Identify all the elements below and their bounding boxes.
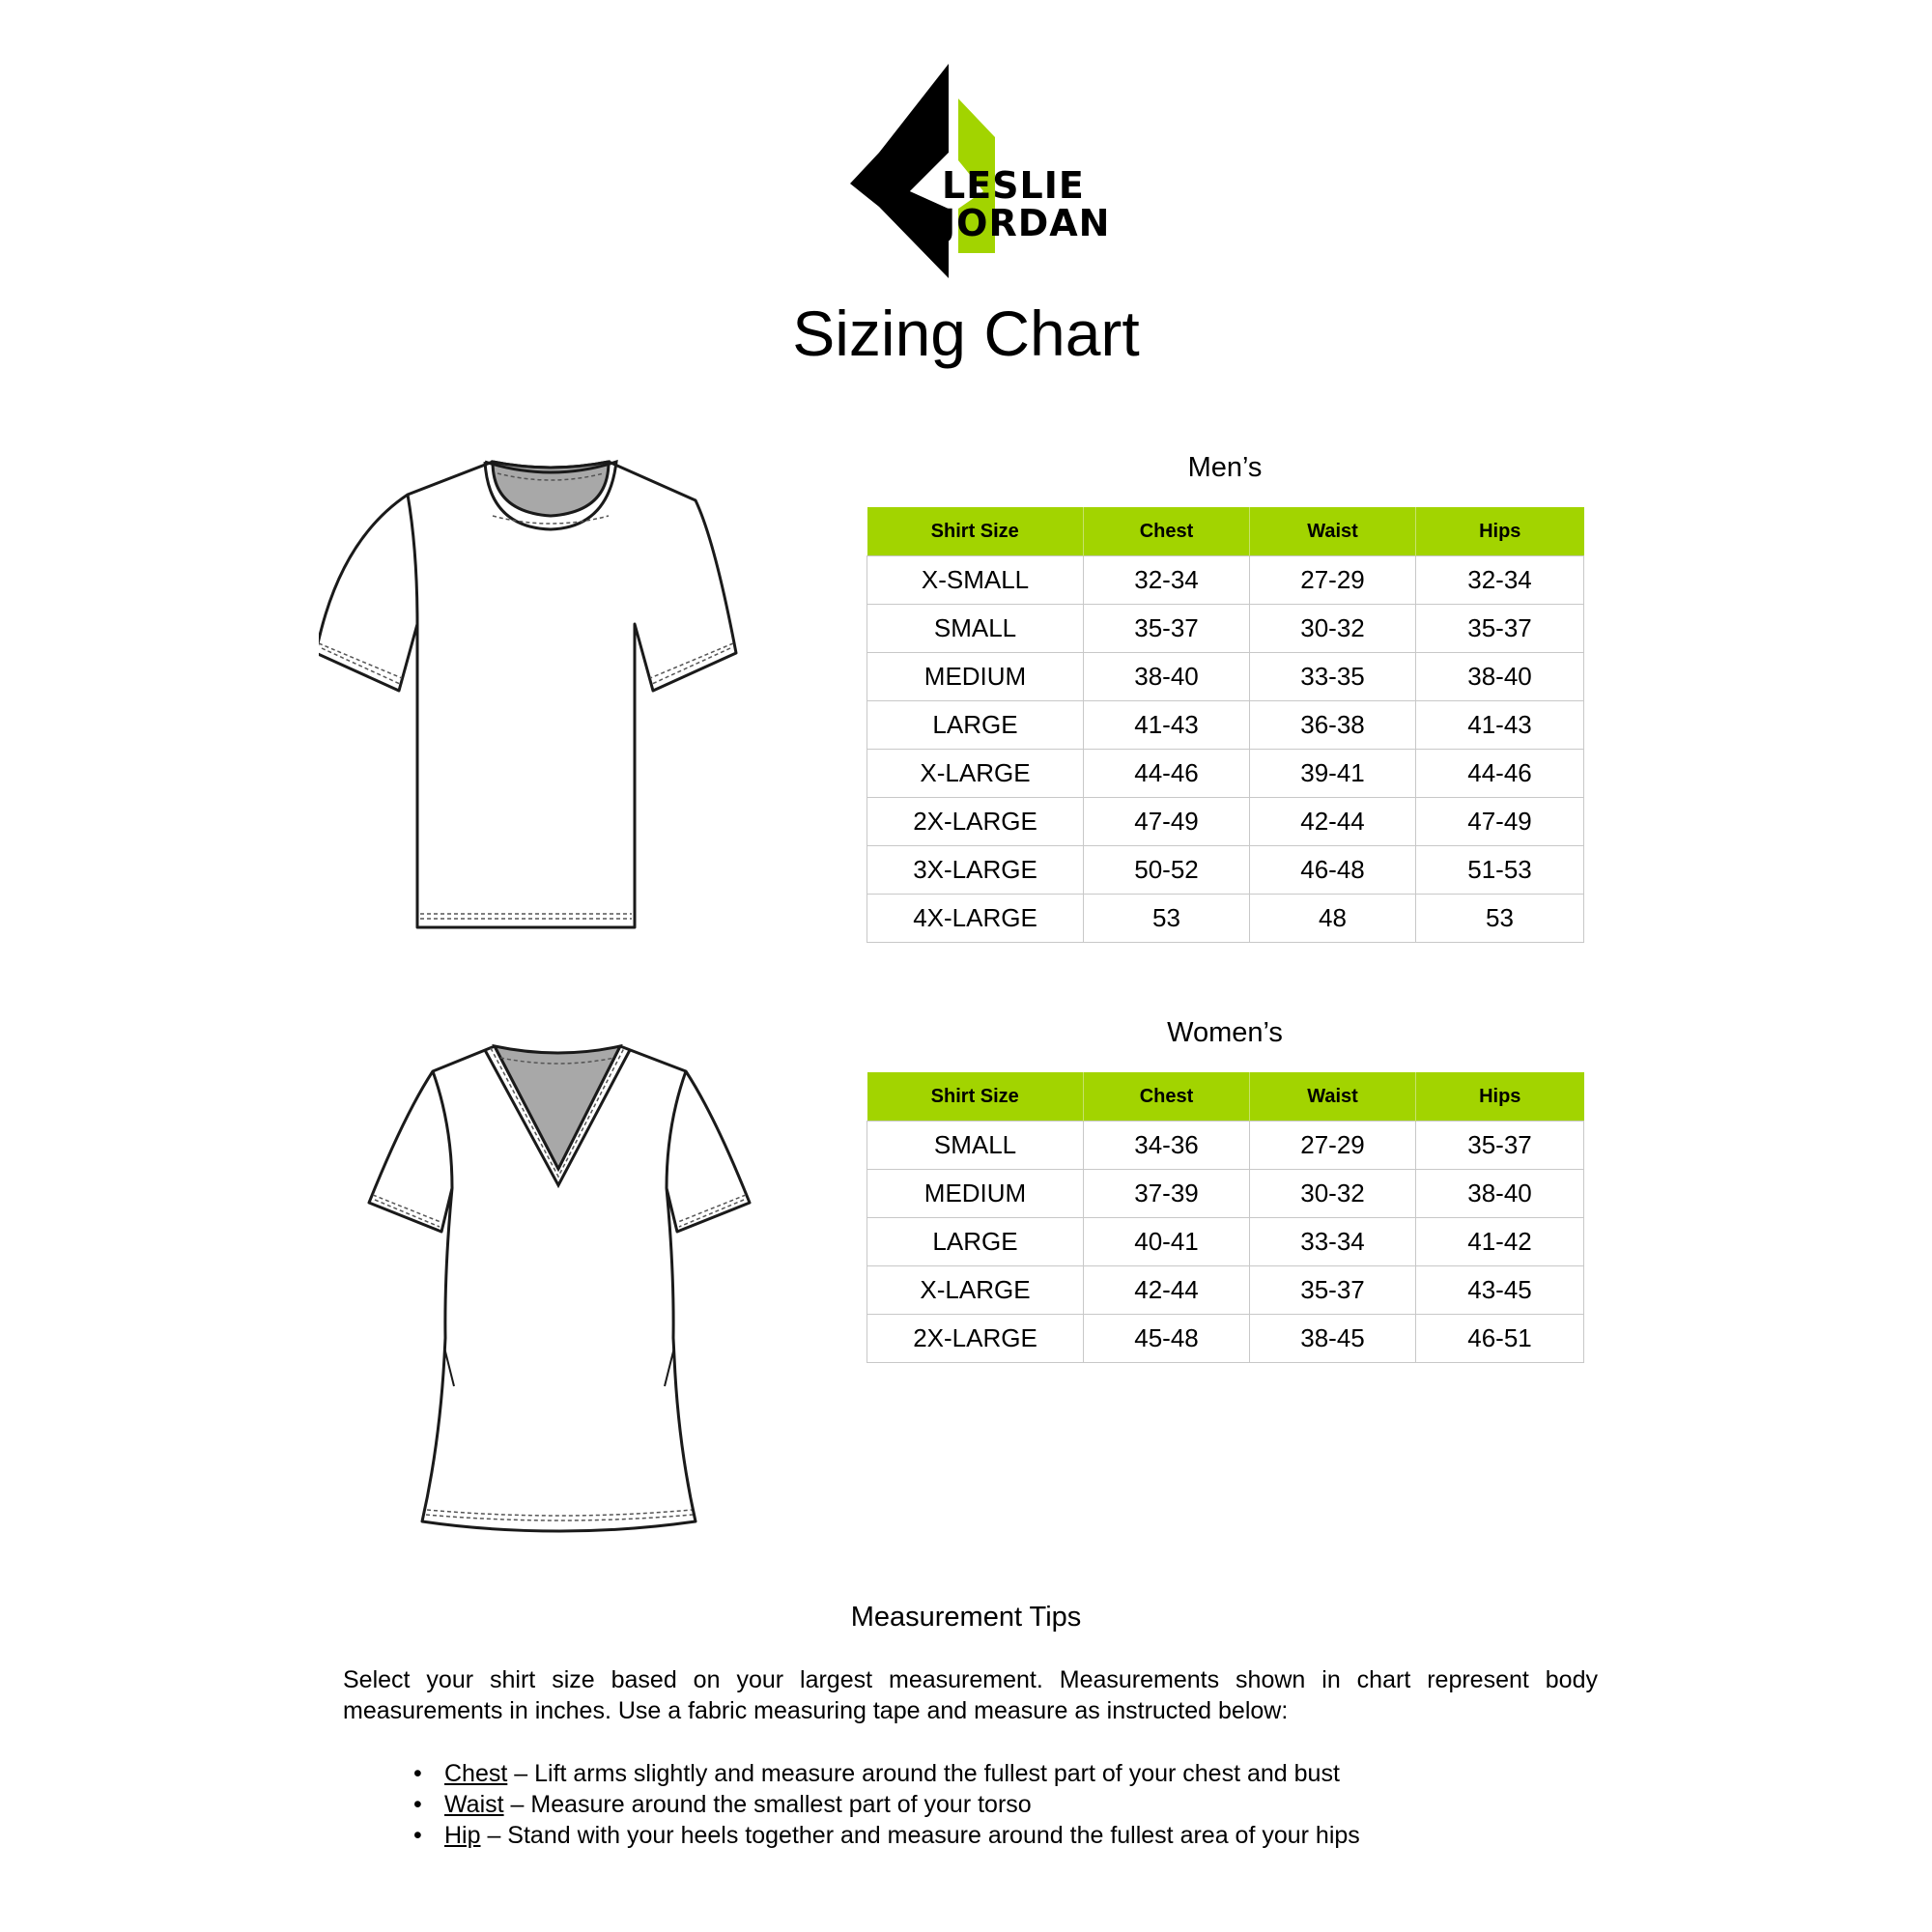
mens-heading: Men’s [1187,452,1263,483]
v-neck-tshirt-icon [367,1038,753,1541]
table-row [867,1218,1584,1266]
cell-hips: 32-34 [1416,556,1584,605]
cell-hips: 43-45 [1416,1266,1584,1315]
table-row [867,605,1584,653]
cell-hips: 35-37 [1416,1122,1584,1170]
cell-waist: 33-34 [1250,1218,1416,1266]
cell-hips: 35-37 [1416,605,1584,653]
cell-chest: 35-37 [1084,605,1250,653]
logo-line-2: JORDAN [942,202,1111,244]
cell-hips: 41-42 [1416,1218,1584,1266]
table-row [867,701,1584,750]
cell-chest: 38-40 [1084,653,1250,701]
cell-waist: 33-35 [1250,653,1416,701]
cell-waist: 35-37 [1250,1266,1416,1315]
cell-size: 2X-LARGE [867,798,1084,846]
bullet-icon: • [413,1760,422,1787]
cell-hips: 44-46 [1416,750,1584,798]
cell-waist: 30-32 [1250,1170,1416,1218]
cell-size: LARGE [867,701,1084,750]
table-row [867,1122,1584,1170]
cell-waist: 39-41 [1250,750,1416,798]
table-row [867,846,1584,895]
cell-chest: 47-49 [1084,798,1250,846]
table-row [867,798,1584,846]
cell-size: SMALL [867,1122,1084,1170]
header-hips: Hips [1416,1072,1584,1122]
cell-hips: 41-43 [1416,701,1584,750]
cell-chest: 50-52 [1084,846,1250,895]
table-row [867,653,1584,701]
cell-waist: 42-44 [1250,798,1416,846]
header-shirt-size: Shirt Size [867,1072,1084,1122]
womens-size-table [867,1072,1584,1363]
cell-chest: 45-48 [1084,1315,1250,1363]
cell-waist: 36-38 [1250,701,1416,750]
header-hips: Hips [1416,507,1584,556]
table-row [867,895,1584,943]
table-header-row [867,1072,1584,1122]
table-row [867,750,1584,798]
header-waist: Waist [1250,507,1416,556]
womens-heading: Women’s [1167,1017,1283,1048]
cell-hips: 47-49 [1416,798,1584,846]
tip-text: – Lift arms slightly and measure around the fullest part of your chest and bust [507,1760,1340,1787]
header-shirt-size: Shirt Size [867,507,1084,556]
tip-text: – Measure around the smallest part of your torso [503,1791,1032,1818]
tips-intro: Select your shirt size based on your largest measurement. Measurements shown in chart represent body measurements in inches. Use a fabric measuring tape and measure as instructed below: [343,1666,1598,1724]
cell-size: SMALL [867,605,1084,653]
cell-chest: 34-36 [1084,1122,1250,1170]
list-item [406,1758,1360,1789]
table-header-row [867,507,1584,556]
cell-waist: 46-48 [1250,846,1416,895]
cell-hips: 46-51 [1416,1315,1584,1363]
cell-waist: 27-29 [1250,556,1416,605]
cell-waist: 30-32 [1250,605,1416,653]
cell-size: 2X-LARGE [867,1315,1084,1363]
header-chest: Chest [1084,507,1250,556]
logo-line-1: LESLIE [942,164,1085,207]
table-row [867,1315,1584,1363]
cell-size: MEDIUM [867,653,1084,701]
table-row [867,556,1584,605]
cell-size: 3X-LARGE [867,846,1084,895]
header-chest: Chest [1084,1072,1250,1122]
cell-waist: 27-29 [1250,1122,1416,1170]
cell-chest: 53 [1084,895,1250,943]
cell-size: X-LARGE [867,750,1084,798]
tips-list [406,1758,1360,1851]
cell-waist: 38-45 [1250,1315,1416,1363]
cell-waist: 48 [1250,895,1416,943]
tip-term: Chest [444,1760,508,1787]
cell-chest: 44-46 [1084,750,1250,798]
tip-text: – Stand with your heels together and measure around the fullest area of your hips [480,1822,1360,1849]
tip-term: Waist [444,1791,504,1818]
cell-chest: 32-34 [1084,556,1250,605]
header-waist: Waist [1250,1072,1416,1122]
mens-size-table [867,507,1584,943]
cell-chest: 42-44 [1084,1266,1250,1315]
cell-size: X-LARGE [867,1266,1084,1315]
cell-hips: 38-40 [1416,653,1584,701]
cell-hips: 53 [1416,895,1584,943]
table-row [867,1170,1584,1218]
cell-chest: 37-39 [1084,1170,1250,1218]
cell-hips: 38-40 [1416,1170,1584,1218]
page-title: Sizing Chart [792,298,1140,369]
cell-size: X-SMALL [867,556,1084,605]
cell-size: 4X-LARGE [867,895,1084,943]
cell-size: MEDIUM [867,1170,1084,1218]
bullet-icon: • [413,1822,422,1849]
crew-neck-tshirt-icon [319,454,782,937]
list-item [406,1789,1360,1820]
list-item [406,1820,1360,1851]
cell-chest: 41-43 [1084,701,1250,750]
cell-hips: 51-53 [1416,846,1584,895]
tips-heading: Measurement Tips [850,1602,1082,1633]
bullet-icon: • [413,1791,422,1818]
cell-chest: 40-41 [1084,1218,1250,1266]
cell-size: LARGE [867,1218,1084,1266]
tip-term: Hip [444,1822,481,1849]
table-row [867,1266,1584,1315]
